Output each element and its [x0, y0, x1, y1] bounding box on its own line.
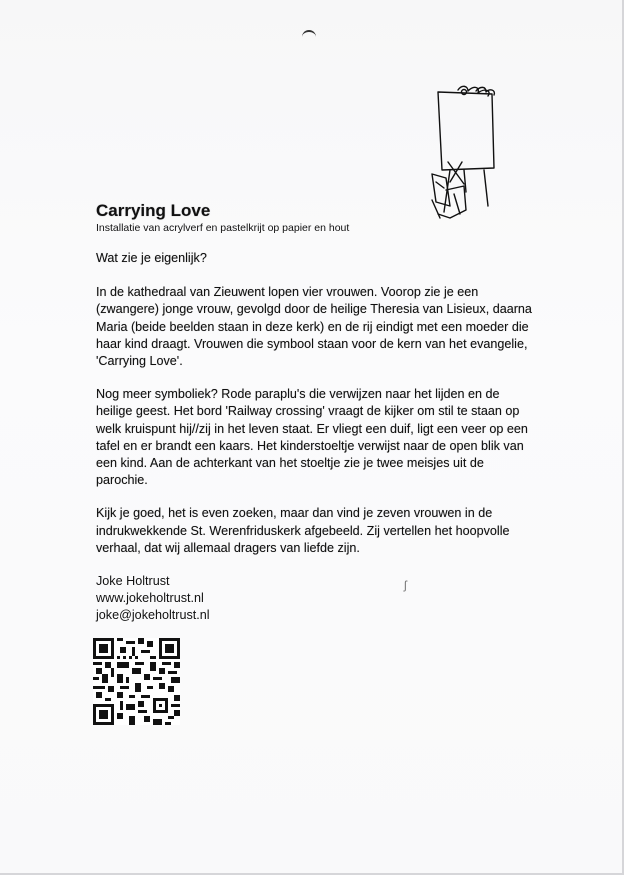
contact-name: Joke Holtrust	[96, 574, 170, 589]
qr-code-icon[interactable]	[93, 638, 180, 725]
contact-block	[96, 573, 536, 625]
contact-email-link[interactable]: joke@jokeholtrust.nl	[96, 608, 210, 623]
document-body	[96, 201, 536, 625]
paragraph-symbolism: Nog meer symboliek? Rode paraplu's die verwijzen naar het lijden en de heilige geest. Het bord 'Railway crossing' vraagt de kijker om stil te staan op welk kruispunt hij//zij in het leven staat. Er vliegt een duif, ligt een veer op een tafel en er brandt een kaars. Het kinderstoeltje verwijst naar de open blik van een kind. Aan de achterkant van het stoeltje zie je twee meisjes uit de parochie.	[96, 387, 528, 488]
contact-website-link[interactable]: www.jokeholtrust.nl	[96, 591, 204, 606]
pen-mark: ʃ	[404, 578, 407, 592]
paragraph-closing: Kijk je goed, het is even zoeken, maar dan vind je zeven vrouwen in de indrukwekkende St. Werenfriduskerk afgebeeld. Zij vertellen het hoopvolle verhaal, dat wij allemaal dragers van liefde zijn.	[96, 506, 510, 555]
document-title: Carrying Love	[96, 201, 211, 220]
question-heading: Wat zie je eigenlijk?	[96, 251, 207, 265]
punch-hole	[302, 30, 316, 40]
document-subtitle: Installatie van acrylverf en pastelkrijt op papier en hout	[96, 222, 350, 234]
paragraph-intro: In de kathedraal van Zieuwent lopen vier vrouwen. Voorop zie je een (zwangere) jonge vrouw, gevolgd door de heilige Theresia van Lisieux, daarna Maria (beide beelden staan in deze kerk) en de rij eindigt met een moeder die haar kind draagt. Vrouwen die symbool staan voor de kern van het evangelie, 'Carrying Love'.	[96, 285, 532, 369]
